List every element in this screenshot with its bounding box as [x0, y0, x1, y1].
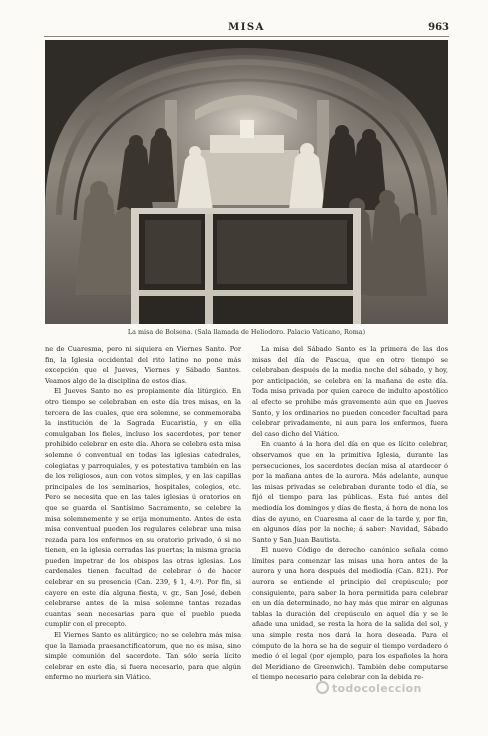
paragraph: El nuevo Código de derecho canónico señala como límites para comenzar las misas una hora antes de la aurora y una hora después del mediodía (Can. 821). Por aurora se entiende el principio del crepúsculo; por consiguiente, para saber la hora permitida para celebrar en un día determinado, no hay más que mirar en algunas tablas la duración del crepúsculo en aquel día y se le añade una unidad, se resta la hora de la salida del sol, y una simple resta nos dará la hora deseada. Para el cómputo de la hora se ha de seguir el tiempo verdadero ó medio ó el legal (por ejemplo, para los españoles la hora del Meridiano de Greenwich). También debe computarse el tiempo necesario para celebrar con la debida re-: [252, 546, 448, 682]
running-head: [44, 22, 449, 37]
fresco-illustration: [45, 40, 448, 324]
figure-caption: La misa de Bolsena. (Sala llamada de Heliodoro. Palacio Vaticano, Roma): [127, 328, 366, 336]
paragraph: En cuanto á la hora del día en que es lícito celebrar, observamos que en la primitiva Iglesia, durante las persecuciones, los sacerdotes decían misa al atardecer ó por la mañana antes de la aurora. Más adelante, aunque las misas privadas se celebraban durante todo el día, se fijó el tiempo para las públicas. Esta fué antes del mediodía los domingos y días de fiesta, á hora de nona los días de ayuno, en Cuaresma al caer de la tarde y, por fin, en algunos días por la noche; á saber: Navidad, Sábado Santo y San Juan Bautista.: [252, 440, 448, 544]
paragraph: La misa del Sábado Santo es la primera de las dos misas del día de Pascua, que en otro tiempo se celebraban después de la media noche del sábado, y hoy, por anticipación, se celebra en la mañana de este día. Toda misa privada por quien carece de indulto apostólico al efecto se prohibe más gravemente aún que en Jueves Santo, y los ordinarios no pueden conceder facultad para celebrar privadamente, ni aun para los enfermos, fuera del caso dicho del Viático.: [252, 345, 448, 438]
engraving-figure: [45, 40, 448, 324]
paragraph: ne de Cuaresma, pero ni siquiera en Viernes Santo. Por fin, la Iglesia occidental del rito latino no pone más excepción que el Jueves, Viernes y Sábado Santos. Veamos algo de la disciplina de estos días.: [45, 345, 241, 385]
running-head-title: MISA: [228, 22, 265, 33]
page-number: 963: [428, 22, 449, 33]
paragraph: El Viernes Santo es alitúrgico; no se celebra más misa que la llamada praesanctificatorum, que no es misa, sino simple comunión del sacerdote. Tan sólo sería lícito celebrar en este día, si fuera necesario, para que algún enfermo no muriera sin Viático.: [45, 631, 241, 682]
watermark-logo-icon: [316, 681, 329, 694]
text-column-left: [45, 344, 241, 683]
watermark: [316, 681, 476, 695]
watermark-text: todocoleccion: [332, 682, 422, 695]
text-column-right: [252, 344, 448, 683]
paragraph: El Jueves Santo no es propiamente día litúrgico. En otro tiempo se celebraban en este día tres misas, en la tercera de las cuales, que era solemne, se conmemoraba la institución de la Sagrada Eucaristía, y en ella comulgaban los fieles, incluso los sacerdotes, por tener prohibido celebrar en este día. Ahora se celebra esta misa solemne ó conventual en todas las iglesias catedrales, colegiatas y parroquiales, y es potestativa también en las de los religiosos, aun con votos simples, y en las capillas principales de los seminarios, hospitales, colegios, etc. Pero se necesita que en las tales iglesias ú oratorios en que se guarda el Santísimo Sacramento, se celebre la misa solemnemente y se erija monumento. Antes de esta misa conventual pueden los regulares celebrar una misa rezada para los enfermos en su oratorio privado, ó si no tienen, en la iglesia cerradas las puertas; la misma gracia pueden impetrar de los obispos las otras iglesias. Los cardenales tienen facultad de celebrar ó de hacer celebrar en su presencia (Can. 239, § 1, 4.º). Por fin, si cayere en este día alguna fiesta, v. gr., San José, deben celebrarse antes de la misa solemne tantas rezadas cuantas sean necesarias para que el pueblo pueda cumplir con el precepto.: [45, 387, 241, 629]
